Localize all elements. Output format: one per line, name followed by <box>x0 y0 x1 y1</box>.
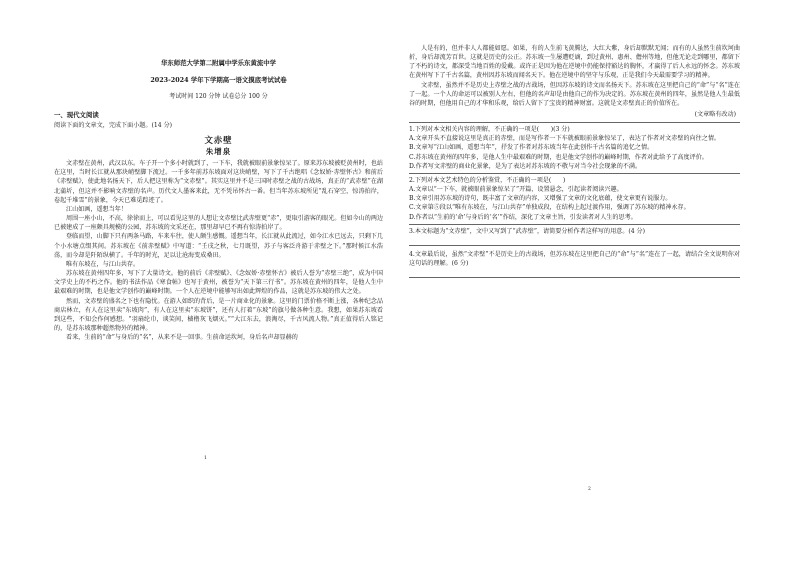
article-author: 朱增泉 <box>205 147 232 157</box>
divider <box>409 122 740 123</box>
paragraph: 文赤壁在黄州，武汉以东。车子开一个多小时就到了，一下车，我就被眼前景象惊呆了。原来苏东坡被贬黄州时，也站在这里，当时长江就从那块峭壁脚下流过。一千多年前苏东坡面对这块峭壁，写下了千古绝唱《念奴娇·赤壁怀古》和前后《赤壁赋》，使此地名扬天下，后人把这里称为“文赤壁”。其实这里并不是三国时赤壁之战的古战场，真正的“武赤壁”在湖北蒲圻，但这并不影响文赤壁的名声。历代文人墨客来此，无不凭吊怀古一番。但当年苏东坡所见“乱石穿空，惊涛拍岸，卷起千堆雪”的景象，今天已难觅踪迹了。 <box>54 160 383 204</box>
question-1-stem: 1.下列对本文相关内容的理解，不正确的一项是( )(3 分) <box>409 126 570 134</box>
article-title: 文赤壁 <box>204 135 233 146</box>
answer-line[interactable] <box>409 236 740 246</box>
divider <box>409 173 740 174</box>
question-2-option-b: B.文章引用苏东坡的诗句，既丰富了文章的内容，又增强了文章的文化底蕴，使文章更有说服力。 <box>409 195 672 203</box>
exam-info: 考试时间 120 分钟 试卷总分 100 分 <box>169 93 268 100</box>
question-3: 3.本文标题为“文赤壁”，文中又写到了“武赤壁”，请简要分析作者这样写的用意。(4 分) <box>409 227 646 235</box>
paragraph: 文赤壁，虽然并不是历史上赤壁之战的古战场，但因苏东坡的诗文而名扬天下。苏东坡在这里把自己的“命”与“名”连在了一起。一个人的命运可以被别人左右，但他的名声却是由他自己的作为决定的。苏东坡在黄州的四年，虽然是他人生最低谷的时期，但他用自己的才华和乐观，给后人留下了宝贵的精神财富。这就是文赤壁真正的价值所在。 <box>409 81 740 107</box>
paragraph: 江山如画，遥想当年！ <box>66 205 127 213</box>
question-1-option-c: C.苏东坡在黄州的四年多，是他人生中最艰难的时期，也是他文学创作的巅峰时期，作者对此给予了高度评价。 <box>409 153 708 161</box>
paragraph: 苏东坡在黄州四年多，写下了大量诗文。他的前后《赤壁赋》、《念奴娇·赤壁怀古》被后人誉为“赤壁三绝”，成为中国文学史上的不朽之作。他的书法作品《寒食帖》也写于黄州，被誉为“天下第三行书”。苏东坡在黄州的四年，是他人生中最艰难的时期，也是他文学创作的巅峰时期。一个人在逆境中能够写出如此辉煌的作品，这就是苏东坡的伟大之处。 <box>54 270 383 296</box>
question-1-option-b: B.文章写“江山如画，遥想当年”，抒发了作者对苏东坡当年在此创作千古名篇的追忆之情。 <box>409 144 654 152</box>
right-page <box>397 0 794 561</box>
question-1-option-d: D.作者写文赤壁的商业化景象，是为了表达对苏东坡的不敬与对当今社会现象的不满。 <box>409 162 642 170</box>
question-2-stem: 2.下列对本文艺术特色的分析鉴赏，不正确的一项是( ) <box>409 176 566 184</box>
paragraph: 看来，生前的“命”与身后的“名”，从来不是一回事。生前命运坎坷，身后名声却显赫的 <box>66 334 298 342</box>
exam-title: 2023-2024 学年下学期高一语文摸底考试试卷 <box>150 76 287 84</box>
source-note: (文章略有改动) <box>694 111 736 119</box>
instruction: 阅读下面的文章文，完成下面小题。(14 分) <box>54 122 173 129</box>
paragraph: 然而，文赤壁的盛名之下也有隐忧。在游人如织的背后，是一片商业化的景象。这里的门票价格不断上涨，各种纪念品商店林立，有人在这里卖“东坡肉”，有人在这里卖“东坡饼”，还有人打着“东坡”的旗号做各种生意。我想，如果苏东坡看到这些，不知会作何感想。“羽扇纶巾，谈笑间，樯橹灰飞烟灭。”“大江东去，浪淘尽，千古风流人物。”真正值得后人铭记的，是苏东坡那种超然物外的精神。 <box>54 297 383 332</box>
question-4: 4.文章最后说，虽然“文赤壁”不是历史上的古战场，但苏东坡在这里把自己的“命”与“名”连在了一起，请结合全文说明你对这句话的理解。(6 分) <box>409 250 740 267</box>
question-2-option-d: D.作者以“生前的‘命’与身后的‘名’”作结，深化了文章主旨，引发读者对人生的思考。 <box>409 213 637 221</box>
paragraph: 唯有东坡在，与江山共存。 <box>66 260 140 268</box>
question-2-option-a: A.文章以“一下车，就被眼前景象惊呆了”开篇，设置悬念，引起读者阅读兴趣。 <box>409 186 623 194</box>
answer-line[interactable] <box>409 268 740 278</box>
paragraph: 登临而望，山脚下只有两条马路，车来车往，使人颇生感慨。遥想当年，长江就从此流过，如今江水已远去，只剩下几个小水塘点缀其间。苏东坡在《前赤壁赋》中写道：“壬戌之秋，七月既望，苏子与客泛舟游于赤壁之下。”那时候江水浩荡，而今却是阡陌纵横了。千年的时光，足以让沧海变成桑田。 <box>54 233 383 259</box>
question-1-option-a: A.文章开头不直接说这里是真正的赤壁，而是写作者一下车就被眼前景象惊呆了，表达了作者对文赤壁的向往之情。 <box>409 135 721 143</box>
page-number: 2 <box>588 487 591 492</box>
page-number: 1 <box>204 456 207 461</box>
divider <box>409 224 740 225</box>
section-heading: 一、现代文阅读 <box>54 111 99 119</box>
school-name: 华东师范大学第二附属中学乐东黄流中学 <box>160 59 277 67</box>
question-2-option-c: C.文章第⑤段以“唯有东坡在，与江山共存”单独成段，在结构上起过渡作用，强调了苏东坡的精神永存。 <box>409 204 690 212</box>
paragraph: 周围一座小山，不高，徐徐而上，可以看见这里的人想让文赤壁比武赤壁更“赤”，更取引游客的眼光。但如今山的两边已被建成了一座颇具规模的公园，苏东坡的文采还在，那里却早已不再有惊涛拍岸了。 <box>54 215 384 232</box>
paragraph: 人是有的，但并非人人都能如愿。如果，有的人生前飞黄腾达，大红大紫，身后却默默无闻；而有的人虽然生前坎坷曲折，身后却流芳百世。这就是历史的公正。苏东坡一生屡遭贬谪，到过黄州、惠州、儋州等地，但他无论走到哪里，都留下了不朽的诗文，都深受当地百姓的爱戴。或许正是因为他在逆境中仍能保持豁达的胸怀，才赢得了后人永远的怀念。苏东坡在黄州写下了千古名篇，黄州因苏东坡而闻名天下。他在逆境中的坚守与乐观，正是我们今天最需要学习的精神。 <box>409 45 740 80</box>
